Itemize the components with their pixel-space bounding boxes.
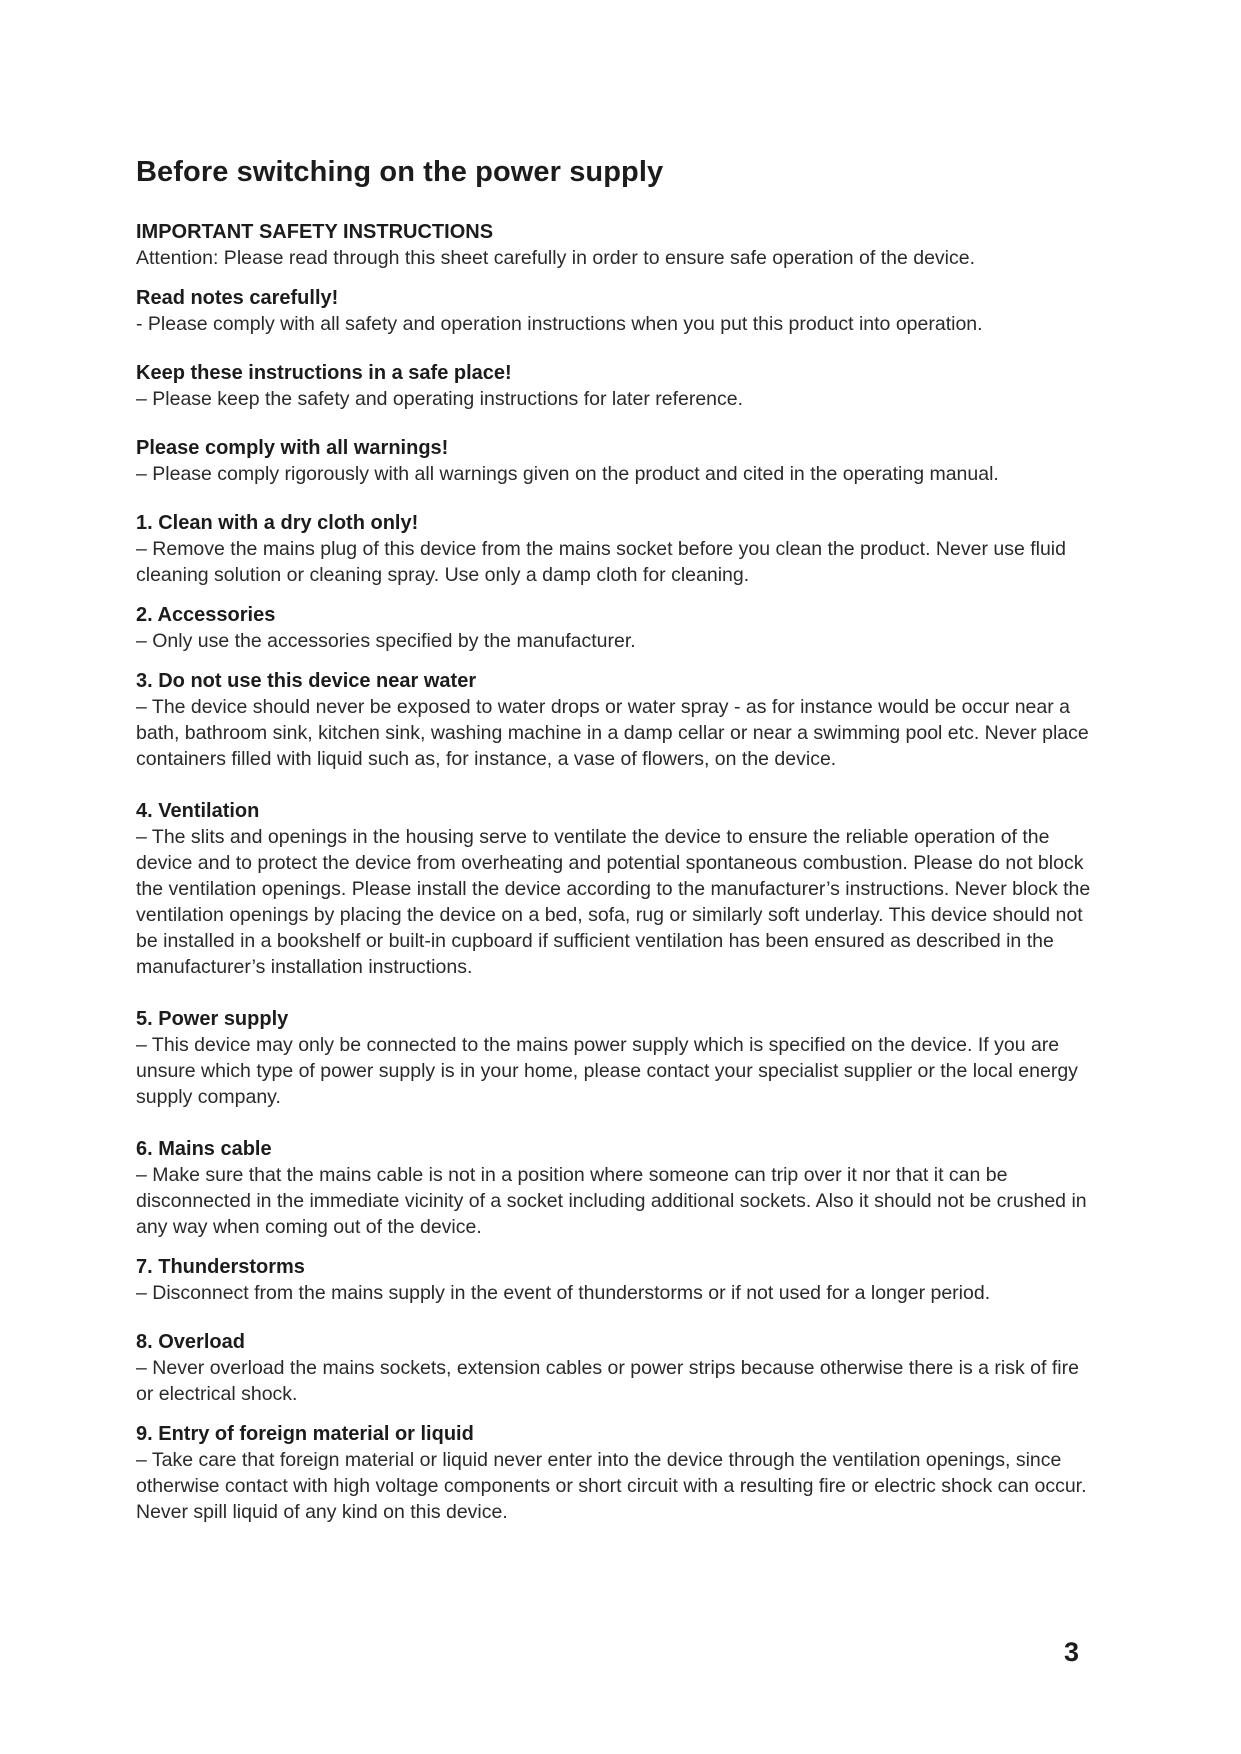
section-near-water [136,669,1092,772]
section-thunderstorms [136,1255,1092,1306]
section-heading: 3. Do not use this device near water [136,669,477,692]
section-heading: 5. Power supply [136,1007,289,1030]
section-body: – The device should never be exposed to water drops or water spray - as for instance would be occur near a bath, bathroom sink, kitchen sink, washing machine in a damp cellar or near a swimming pool etc. Never place containers filled with liquid such as, for instance, a vase of flowers, on the device. [136,695,1089,770]
section-heading: IMPORTANT SAFETY INSTRUCTIONS [136,220,494,243]
section-accessories [136,603,1092,654]
page-number: 3 [1064,1637,1080,1667]
section-body: Attention: Please read through this sheet carefully in order to ensure safe operation of the device. [136,246,976,269]
section-comply-warnings [136,436,1092,487]
section-body: – Make sure that the mains cable is not in a position where someone can trip over it nor that it can be disconnected in the immediate vicinity of a socket including additional sockets. Also it should not be crushed in any way when coming out of the device. [136,1163,1087,1238]
section-heading: 8. Overload [136,1330,245,1353]
section-heading: Read notes carefully! [136,286,339,309]
section-body: – Never overload the mains sockets, extension cables or power strips because otherwise there is a risk of fire or electrical shock. [136,1356,1079,1405]
section-body: – Only use the accessories specified by the manufacturer. [136,629,636,652]
section-heading: Keep these instructions in a safe place! [136,361,512,384]
section-body: – This device may only be connected to the mains power supply which is specified on the device. If you are unsure which type of power supply is in your home, please contact your specialist supplier or the local energy supply company. [136,1033,1078,1108]
section-heading: 7. Thunderstorms [136,1255,305,1278]
section-mains-cable [136,1137,1092,1240]
section-ventilation [136,799,1092,980]
section-body: - Please comply with all safety and operation instructions when you put this product into operation. [136,312,983,335]
section-heading: 4. Ventilation [136,799,260,822]
section-body: – Remove the mains plug of this device from the mains socket before you clean the product. Never use fluid cleaning solution or cleaning spray. Use only a damp cloth for cleaning. [136,537,1066,586]
section-heading: Please comply with all warnings! [136,436,449,459]
section-keep-instructions [136,361,1092,412]
section-body: – Disconnect from the mains supply in the event of thunderstorms or if not used for a longer period. [136,1281,991,1304]
section-heading: 2. Accessories [136,603,276,626]
section-foreign-material [136,1422,1092,1525]
section-body: – Take care that foreign material or liquid never enter into the device through the ventilation openings, since otherwise contact with high voltage components or short circuit with a resulting fire or electric shock can occur. Never spill liquid of any kind on this device. [136,1448,1087,1523]
section-body: – The slits and openings in the housing serve to ventilate the device to ensure the reliable operation of the device and to protect the device from overheating and potential spontaneous combustion. Please do not block the ventilation openings. Please install the device according to the manufacturer’s instructions. Never block the ventilation openings by placing the device on a bed, sofa, rug or similarly soft underlay. This device should not be installed in a bookshelf or built-in cupboard if sufficient ventilation has been ensured as described in the manufacturer’s installation instructions. [136,825,1091,978]
section-heading: 6. Mains cable [136,1137,272,1160]
section-body: – Please comply rigorously with all warnings given on the product and cited in the operating manual. [136,462,999,485]
section-body: – Please keep the safety and operating instructions for later reference. [136,387,744,410]
section-read-notes [136,286,1092,337]
section-heading: 1. Clean with a dry cloth only! [136,511,419,534]
document-page [136,155,1092,1525]
section-power-supply [136,1007,1092,1110]
section-heading: 9. Entry of foreign material or liquid [136,1422,474,1445]
section-clean-dry-cloth [136,511,1092,588]
section-overload [136,1330,1092,1407]
page-title: Before switching on the power supply [136,156,664,188]
section-important-safety [136,220,1092,271]
